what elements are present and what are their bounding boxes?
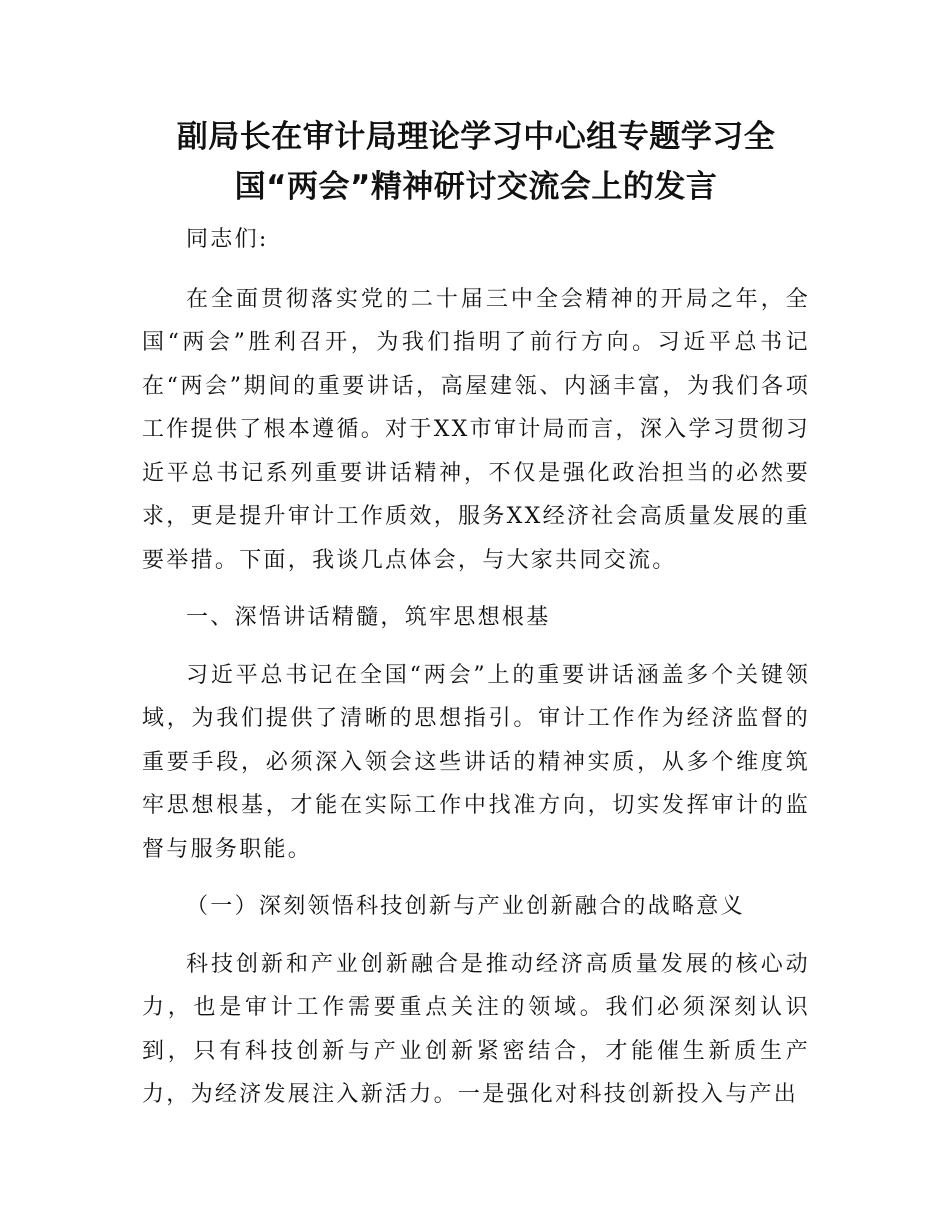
title-line-1: 副局长在审计局理论学习中心组专题学习全 (176, 119, 776, 155)
document-title (142, 112, 810, 212)
subsection-heading-1: （一）深刻领悟科技创新与产业创新融合的战略意义 (186, 894, 745, 919)
salutation: 同志们: (186, 227, 269, 252)
title-line-2: 国“两会”精神研讨交流会上的发言 (234, 169, 718, 205)
subsection-1-paragraph: 科技创新和产业创新融合是推动经济高质量发展的核心动力，也是审计工作需要重点关注的领域。我们必须深刻认识到，只有科技创新与产业创新紧密结合，才能催生新质生产力，为经济发展注入新活力。一是强化对科技创新投入与产出 (142, 951, 810, 1107)
document-body (142, 112, 810, 1117)
section-heading-1: 一、深悟讲话精髓，筑牢思想根基 (186, 605, 551, 630)
intro-paragraph: 在全面贯彻落实党的二十届三中全会精神的开局之年，全国“两会”胜利召开，为我们指明了前行方向。习近平总书记在“两会”期间的重要讲话，高屋建瓴、内涵丰富，为我们各项工作提供了根本遵循。对于XX市审计局而言，深入学习贯彻习近平总书记系列重要讲话精神，不仅是强化政治担当的必然要求，更是提升审计工作质效，服务XX经济社会高质量发展的重要举措。下面，我谈几点体会，与大家共同交流。 (142, 286, 810, 573)
section-1-paragraph: 习近平总书记在全国“两会”上的重要讲话涵盖多个关键领域，为我们提供了清晰的思想指引。审计工作作为经济监督的重要手段，必须深入领会这些讲话的精神实质，从多个维度筑牢思想根基，才能在实际工作中找准方向，切实发挥审计的监督与服务职能。 (142, 662, 810, 862)
